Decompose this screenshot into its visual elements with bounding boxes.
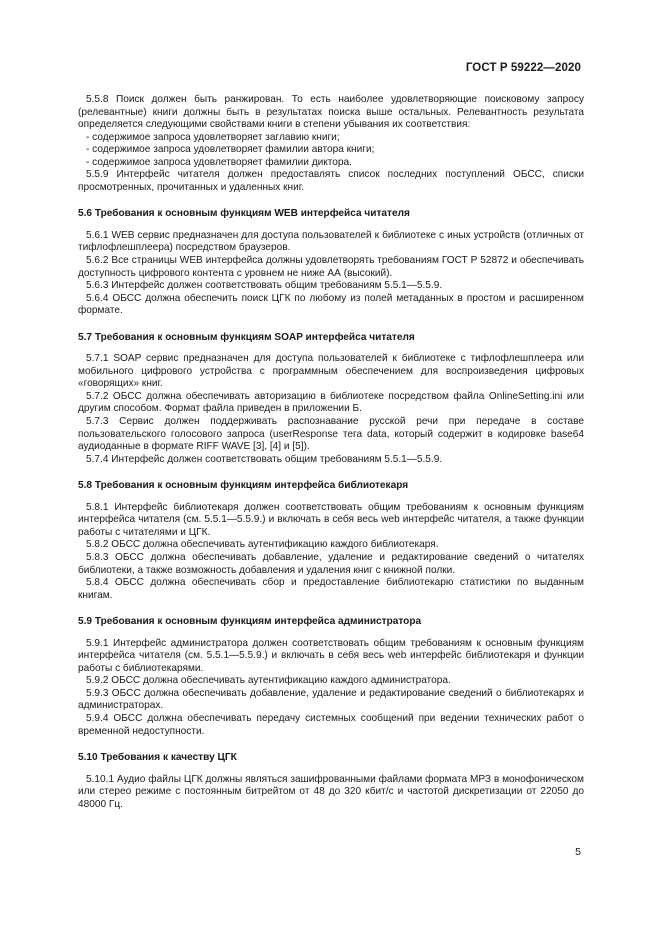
- list-item: - содержимое запроса удовлетворяет фамилии автора книги;: [86, 144, 375, 156]
- paragraph-5-5-9: 5.5.9 Интерфейс читателя должен предоставлять список последних поступлений ОБСС, списки просмотренных, прочитанных и удаленных книг.: [78, 169, 584, 193]
- paragraph-5-6-1: 5.6.1 WEB сервис предназначен для доступа пользователей к библиотеке с иных устройств (отличных от тифлофлешплеера) посредством браузеров.: [78, 229, 584, 254]
- list-item: - содержимое запроса удовлетворяет фамилии диктора.: [86, 156, 352, 168]
- paragraph-5-9-3: 5.9.3 ОБСС должна обеспечивать добавление, удаление и редактирование сведений о библиотекарях и администраторах.: [78, 687, 584, 712]
- section-heading-5-10: 5.10 Требования к качеству ЦГК: [78, 752, 237, 764]
- section-heading-5-9: 5.9 Требования к основным функциям интерфейса администратора: [78, 616, 422, 628]
- page-content: [78, 94, 584, 811]
- paragraph-5-8-3: 5.8.3 ОБСС должна обеспечивать добавление, удаление и редактирование сведений о читателях библиотеки, а также возможность добавления и удаления книг с книжной полки.: [78, 551, 584, 576]
- paragraph-5-6-2: 5.6.2 Все страницы WEB интерфейса должны удовлетворять требованиям ГОСТ Р 52872 и обеспечивать доступность цифрового контента с уровнем не ниже АА (высокий).: [78, 255, 584, 279]
- section-heading-5-6: 5.6 Требования к основным функциям WEB интерфейса читателя: [78, 208, 410, 220]
- paragraph-5-8-1: 5.8.1 Интерфейс библиотекаря должен соответствовать общим требованиям к основным функциям интерфейса читателя (см. 5.5.1—5.5.9.) и включать в себя весь web интерфейс читателя, а также функции работы с читателями и ЦГК.: [78, 501, 584, 538]
- paragraph-5-10-1: 5.10.1 Аудио файлы ЦГК должны являться зашифрованными файлами формата МРЗ в монофоническом или стерео режиме с постоянным битрейтом от 48 до 320 кбит/с и частотой дискретизации от 22050 до 48000 Гц.: [78, 773, 584, 810]
- paragraph-5-6-3: 5.6.3 Интерфейс должен соответствовать общим требованиям 5.5.1—5.5.9.: [86, 280, 443, 292]
- paragraph-5-7-2: 5.7.2 ОБСС должна обеспечивать авторизацию в библиотеке посредством файла OnlineSetting.ini или другим способом. Формат файла приведен в приложении Б.: [78, 390, 584, 415]
- paragraph-5-6-4: 5.6.4 ОБСС должна обеспечить поиск ЦГК по любому из полей метаданных в простом и расширенном формате.: [78, 292, 584, 317]
- paragraph-5-8-4: 5.8.4 ОБСС должна обеспечивать сбор и предоставление библиотекарю статистики по выданным книгам.: [78, 577, 584, 601]
- section-heading-5-8: 5.8 Требования к основным функциям интерфейса библиотекаря: [78, 480, 409, 492]
- paragraph-5-8-2: 5.8.2 ОБСС должна обеспечивать аутентификацию каждого библиотекаря.: [86, 539, 439, 551]
- paragraph-5-7-1: 5.7.1 SOAP сервис предназначен для доступа пользователей к библиотеке с тифлофлешплеера или мобильного цифрового устройства с программным обеспечением для воспроизведения цифровых «говорящих» книг.: [78, 353, 584, 390]
- paragraph-5-5-8: 5.5.8 Поиск должен быть ранжирован. То есть наиболее удовлетворяющие поисковому запросу (релевантные) книги должны быть в результатах поиска выше остальных. Релевантность результата определяется следующими свойствами книги в степени убывания их соответствия:: [78, 94, 584, 131]
- document-id: ГОСТ Р 59222—2020: [465, 62, 581, 74]
- paragraph-5-9-1: 5.9.1 Интерфейс администратора должен соответствовать общим требованиям к основным функциям интерфейса читателя (см. 5.5.1—5.5.9.) и включать в себя весь web интерфейс библиотекаря и функции работы с библиотекарями.: [78, 637, 584, 674]
- paragraph-5-9-4: 5.9.4 ОБСС должна обеспечивать передачу системных сообщений при ведении технических работ о временной недоступности.: [78, 712, 584, 737]
- page-number: 5: [575, 846, 581, 858]
- paragraph-5-7-4: 5.7.4 Интерфейс должен соответствовать общим требованиям 5.5.1—5.5.9.: [86, 453, 443, 465]
- list-item: - содержимое запроса удовлетворяет заглавию книги;: [86, 131, 340, 143]
- paragraph-5-9-2: 5.9.2 ОБСС должна обеспечивать аутентификацию каждого администратора.: [86, 675, 451, 687]
- section-heading-5-7: 5.7 Требования к основным функциям SOAP интерфейса читателя: [78, 331, 415, 343]
- paragraph-5-7-3: 5.7.3 Сервис должен поддерживать распознавание русской речи при передаче в составе пользовательского голосового запроса (userResponse тега data, который содержит в кодировке base64 аудиоданные в формате RIFF WAVE [3], [4] и [5]).: [78, 416, 584, 453]
